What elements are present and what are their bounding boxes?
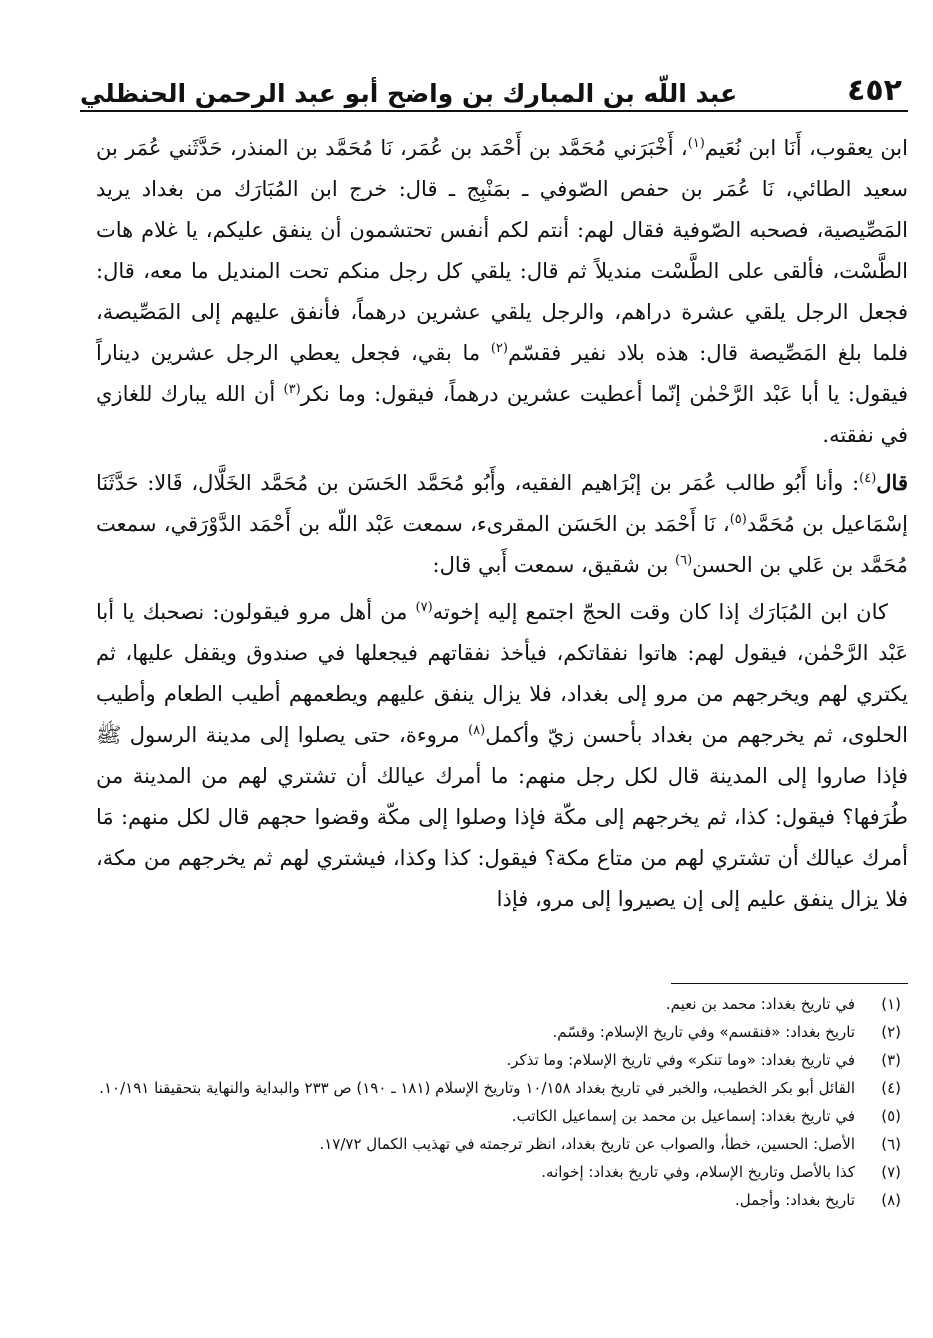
text-segment: ابن يعقوب، أَنَا ابن نُعَيم [704,136,908,160]
text-segment: مروءة، حتى يصلوا إلى مدينة الرسول ﷺ فإذا صاروا إلى المدينة قال لكل رجل منهم: ما أمرك عيالك أن تشتري لهم من المدينة من طُرَفها؟ فيقول: كذا، ثم يخرجهم إلى مكّة فإذا وصلوا إلى مكّة وقضوا حجهم قال لكل منهم: مَا أمرك عيالك أن تشتري لهم من متاع مكة؟ فيقول: كذا وكذا، فيشتري لهم ثم يخرجهم من مكة، فلا يزال ينفق عليم إلى إن يصيروا إلى مرو، فإذا [96,723,908,911]
footnote-6 [96,1130,901,1158]
text-segment: ، نَا أَحْمَد بن الحَسَن المقرىء، سمعت عَبْد اللّه بن أَحْمَد الدَّوْرَقي، سمعت مُحَمَّد بن عَلي بن الحسن [96,512,908,577]
footnote-text: في تاريخ بغداد: «وما تنكر» وفي تاريخ الإسلام: وما تذكر. [506,1051,855,1069]
footnote-number: (٧) [881,1163,901,1181]
footnote-number: (٦) [881,1135,901,1153]
footnote-text: القائل أبو بكر الخطيب، والخبر في تاريخ بغداد ١٠/١٥٨ وتاريخ الإسلام (١٨١ ـ ١٩٠) ص ٢٣٣ والبداية والنهاية بتحقيقنا ١٠/١٩١. [99,1079,855,1097]
footnote-text: في تاريخ بغداد: إسماعيل بن محمد بن إسماعيل الكاتب. [511,1107,855,1125]
footnote-number: (٢) [881,1023,901,1041]
main-text [96,128,908,926]
footnote-ref-6[interactable]: (٦) [675,553,693,568]
text-segment: كان ابن المُبَارَك إذا كان وقت الحجّ اجتمع إليه إخوته [432,600,889,624]
footnote-1 [96,990,901,1018]
text-segment: ، أَخْبَرَني مُحَمَّد بن أَحْمَد بن عُمَر، نَا مُحَمَّد بن المنذر، حَدَّثَني عُمَر بن سعيد الطائي، نَا عُمَر بن حفص الصّوفي ـ بمَنْبِج ـ قال: خرج ابن المُبَارَك من بغداد يريد المَصِّيصية، فصحبه الصّوفية فقال لهم: أنتم لكم أنفس تحتشمون أن ينفق عليكم، يا غلام هات الطَّسْت، فألقى على الطَّسْت منديلاً ثم قال: يلقي كل رجل منكم تحت المنديل ما معه، قال: فجعل الرجل يلقي عشرة دراهم، والرجل يلقي عشرين درهماً، فأنفق عليهم إلى المَصِّيصة، فلما بلغ المَصِّيصة قال: هذه بلاد نفير فقسّم [96,136,908,365]
paragraph-3 [96,592,908,920]
text-segment: ما بقي، فجعل يعطي الرجل عشرين ديناراً فيقول: يا أبا عَبْد الرَّحْمٰن إنّما أعطيت عشرين درهماً، فيقول: وما نكر [96,341,909,406]
footnote-number: (٣) [881,1051,901,1069]
text-segment: من أهل مرو فيقولون: نصحبك يا أبا عَبْد الرَّحْمٰن، فيقول لهم: هاتوا نفقاتكم، فيأخذ نفقاتهم فيجعلها في صندوق ويقفل عليها، ثم يكتري لهم ويخرجهم من مرو إلى بغداد، فلا يزال ينفق عليهم ويطعمهم أطيب الطعام وأطيب الحلوى، ثم يخرجهم من بغداد بأحسن زيّ وأكمل [96,600,908,747]
footnote-ref-5[interactable]: (٥) [729,512,747,527]
footnote-5 [96,1102,901,1130]
text-segment: أن الله يبارك للغازي في نفقته. [96,382,908,447]
footnote-number: (١) [881,995,901,1013]
footnotes [96,990,901,1214]
footnote-text: تاريخ بغداد: «فنقسم» وفي تاريخ الإسلام: وقسّم. [552,1023,855,1041]
paragraph-2 [96,462,908,586]
running-title: عبد اللّه بن المبارك بن واضح أبو عبد الرحمن الحنظلي [80,79,738,108]
footnote-number: (٤) [881,1079,901,1097]
footnote-3 [96,1046,901,1074]
paragraph-1 [96,128,908,456]
footnote-separator [671,983,908,984]
footnote-number: (٥) [881,1107,901,1125]
footnote-4 [96,1074,901,1102]
footnote-text: تاريخ بغداد: وأجمل. [734,1191,855,1209]
footnote-number: (٨) [881,1191,901,1209]
footnote-text: في تاريخ بغداد: محمد بن نعيم. [665,995,855,1013]
footnote-ref-8[interactable]: (٨) [468,723,486,738]
footnote-ref-3[interactable]: (٣) [283,382,301,397]
page-number: ٤٥٢ [847,73,902,108]
footnote-ref-4[interactable]: (٤) [859,471,877,486]
footnote-ref-2[interactable]: (٢) [490,341,508,356]
footnote-text: كذا بالأصل وتاريخ الإسلام، وفي تاريخ بغداد: إخوانه. [541,1163,855,1181]
page-header [80,54,908,106]
footnote-text: الأصل: الحسين، خطأ، والصواب عن تاريخ بغداد، انظر ترجمته في تهذيب الكمال ١٧/٧٢. [319,1135,855,1153]
footnote-ref-1[interactable]: (١) [687,136,705,151]
paragraph-lead: قال [876,470,908,495]
text-segment: بن شقيق، سمعت أَبي قال: [432,553,676,577]
footnote-7 [96,1158,901,1186]
footnote-8 [96,1186,901,1214]
text-segment: : وأنا أَبُو طالب عُمَر بن إبْرَاهيم الفقيه، وأَبُو مُحَمَّد الحَسَن بن مُحَمَّد الخَلَّال، قَالا: حَدَّثَنَا إسْمَاعيل بن مُحَمَّد [96,471,909,536]
footnote-ref-7[interactable]: (٧) [415,600,433,615]
footnote-2 [96,1018,901,1046]
header-rule [80,110,908,112]
